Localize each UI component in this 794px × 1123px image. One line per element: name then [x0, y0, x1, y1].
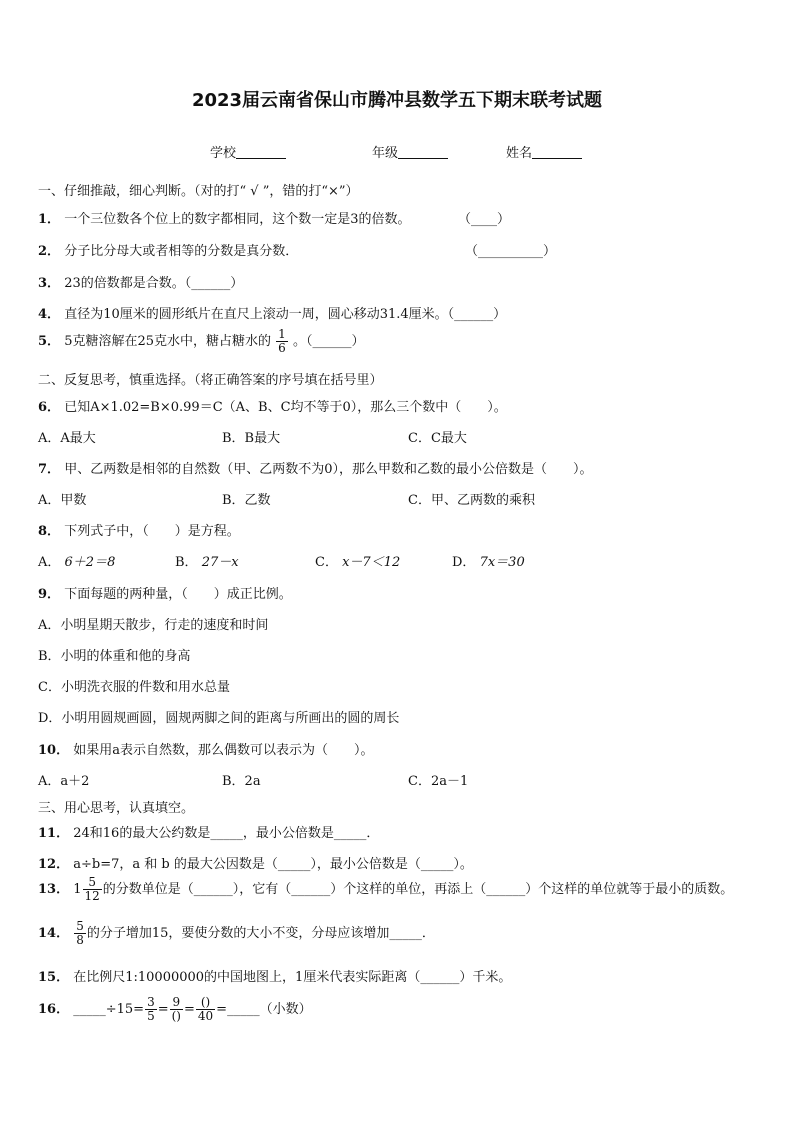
- school-field: [210, 142, 286, 161]
- question-text: 5克糖溶解在25克水中，糖占糖水的: [64, 334, 272, 349]
- question-number: 6．: [38, 400, 61, 415]
- name-blank[interactable]: [532, 144, 582, 159]
- question-text: 的分数单位是（______），它有（______）个这样的单位，再添上（______）个这样的单位就等于最小的质数。: [102, 882, 734, 897]
- fraction-numerator: 9: [170, 996, 183, 1010]
- fraction-denominator[interactable]: (): [171, 1009, 181, 1023]
- option-d[interactable]: [452, 551, 525, 570]
- fraction-denominator: 8: [76, 933, 84, 947]
- section-2-heading: 二、反复思考，慎重选择。（将正确答案的序号填在括号里）: [38, 373, 383, 388]
- fraction-denominator: 12: [84, 889, 100, 903]
- answer-blank[interactable]: _____: [73, 1002, 106, 1017]
- equals-sign: =: [157, 1002, 169, 1017]
- question-text: 下列式子中，（ ）是方程。: [64, 524, 240, 539]
- option-c[interactable]: C．甲、乙两数的乘积: [408, 493, 535, 508]
- option-formula: x－7＜12: [342, 555, 401, 570]
- question-15: [38, 966, 511, 985]
- option-letter: A．: [38, 555, 61, 570]
- school-label: 学校: [210, 146, 237, 161]
- question-number: 12．: [38, 857, 70, 872]
- option-c[interactable]: [315, 551, 400, 570]
- question-number: 10．: [38, 743, 70, 758]
- question-5: [38, 328, 364, 355]
- option-b[interactable]: B．B最大: [222, 431, 281, 446]
- section-3-heading: 三、用心思考，认真填空。: [38, 801, 195, 816]
- name-label: 姓名: [506, 146, 533, 161]
- question-number: 1．: [38, 212, 61, 227]
- question-9: [38, 583, 292, 602]
- fraction: [145, 996, 157, 1023]
- fraction-denominator: 40: [197, 1009, 214, 1023]
- question-2: [38, 240, 298, 259]
- school-blank[interactable]: [236, 144, 286, 159]
- question-text: 已知A×1.02=B×0.99＝C（A、B、C均不等于0），那么三个数中（ ）。: [64, 400, 507, 415]
- option-a[interactable]: [38, 551, 115, 570]
- option-letter: C．: [315, 555, 338, 570]
- question-text: a÷b=7，a 和 b 的最大公因数是（_____），最小公倍数是（_____）。: [73, 857, 473, 872]
- question-text: 的分子增加15，要使分数的大小不变，分母应该增加_____．: [86, 926, 435, 941]
- answer-paren[interactable]: （____）: [458, 212, 511, 227]
- option-b[interactable]: B．小明的体重和他的身高: [38, 649, 191, 664]
- question-text: 直径为10厘米的圆形纸片在直尺上滚动一周，圆心移动31.4厘米。（______）: [64, 307, 507, 322]
- grade-label: 年级: [372, 146, 399, 161]
- option-formula: 6＋2＝8: [64, 555, 116, 570]
- option-formula: 27－x: [201, 555, 239, 570]
- question-number: 5．: [38, 334, 61, 349]
- option-letter: D．: [452, 555, 476, 570]
- question-text: 在比例尺1:10000000的中国地图上，1厘米代表实际距离（______）千米。: [73, 970, 512, 985]
- fraction-numerator: 5: [76, 919, 84, 933]
- question-4: [38, 303, 506, 322]
- option-a[interactable]: A．a＋2: [38, 774, 90, 789]
- question-number: 13．: [38, 882, 70, 897]
- section-1-heading: 一、仔细推敲，细心判断。（对的打“ √ ”，错的打“×”）: [38, 184, 359, 199]
- question-text: 23的倍数都是合数。（______）: [64, 276, 244, 291]
- option-b[interactable]: B．2a: [222, 774, 261, 789]
- option-b[interactable]: B．乙数: [222, 493, 271, 508]
- question-text: 分子比分母大或者相等的分数是真分数．: [64, 244, 299, 259]
- page-title: 2023届云南省保山市腾冲县数学五下期末联考试题: [191, 90, 603, 111]
- fraction: [74, 920, 86, 947]
- question-text-tail: 。（______）: [292, 334, 365, 349]
- question-number: 14．: [38, 926, 70, 941]
- question-text: 24和16的最大公约数是_____，最小公倍数是_____．: [73, 826, 380, 841]
- name-field: [506, 142, 582, 161]
- option-a[interactable]: A．A最大: [38, 431, 96, 446]
- grade-field: [372, 142, 448, 161]
- question-text: 下面每题的两种量，（ ）成正比例。: [64, 587, 292, 602]
- decimal-hint: （小数）: [259, 1002, 312, 1017]
- fraction-numerator[interactable]: (): [196, 996, 215, 1010]
- fraction: [170, 996, 183, 1023]
- question-number: 4．: [38, 307, 61, 322]
- question-12: [38, 853, 473, 872]
- question-number: 16．: [38, 1002, 70, 1017]
- option-c[interactable]: C．2a－1: [408, 774, 469, 789]
- question-number: 3．: [38, 276, 61, 291]
- grade-blank[interactable]: [398, 144, 448, 159]
- question-number: 2．: [38, 244, 61, 259]
- mixed-number-whole: 1: [73, 882, 82, 897]
- question-10: [38, 739, 374, 758]
- equals-sign: =: [216, 1002, 228, 1017]
- question-3: [38, 272, 243, 291]
- question-number: 9．: [38, 587, 61, 602]
- question-number: 11．: [38, 826, 70, 841]
- division-text: ÷15=: [105, 1002, 145, 1017]
- option-a[interactable]: A．小明星期天散步，行走的速度和时间: [38, 618, 269, 633]
- question-text: 如果用a表示自然数，那么偶数可以表示为（ ）。: [73, 743, 374, 758]
- answer-blank[interactable]: _____: [227, 1002, 260, 1017]
- option-c[interactable]: C．小明洗衣服的件数和用水总量: [38, 680, 230, 695]
- fraction-denominator: 5: [147, 1009, 155, 1023]
- option-formula: 7x＝30: [479, 555, 525, 570]
- option-a[interactable]: A．甲数: [38, 493, 87, 508]
- fraction-numerator: 5: [83, 876, 102, 890]
- fraction: [276, 328, 288, 355]
- option-c[interactable]: C．C最大: [408, 431, 467, 446]
- question-text: 甲、乙两数是相邻的自然数（甲、乙两数不为0），那么甲数和乙数的最小公倍数是（ ）。: [64, 462, 593, 477]
- option-b[interactable]: [175, 551, 239, 570]
- fraction: [196, 996, 215, 1023]
- question-8: [38, 520, 240, 539]
- equals-sign: =: [183, 1002, 195, 1017]
- question-6: [38, 396, 507, 415]
- question-16: [38, 996, 312, 1023]
- question-7: [38, 458, 592, 477]
- fraction-numerator: 1: [278, 327, 286, 341]
- question-11: [38, 822, 379, 841]
- question-13: [38, 876, 733, 903]
- question-number: 7．: [38, 462, 61, 477]
- fraction-numerator: 3: [147, 995, 155, 1009]
- answer-paren[interactable]: （__________）: [465, 244, 557, 259]
- question-text: 一个三位数各个位上的数字都相同，这个数一定是3的倍数。: [64, 212, 411, 227]
- question-1: [38, 208, 410, 227]
- option-letter: B．: [175, 555, 198, 570]
- question-number: 8．: [38, 524, 61, 539]
- question-number: 15．: [38, 970, 70, 985]
- option-d[interactable]: D．小明用圆规画圆，圆规两脚之间的距离与所画出的圆的周长: [38, 711, 400, 726]
- fraction-denominator: 6: [278, 341, 286, 355]
- fraction: [83, 876, 102, 903]
- question-14: [38, 920, 435, 947]
